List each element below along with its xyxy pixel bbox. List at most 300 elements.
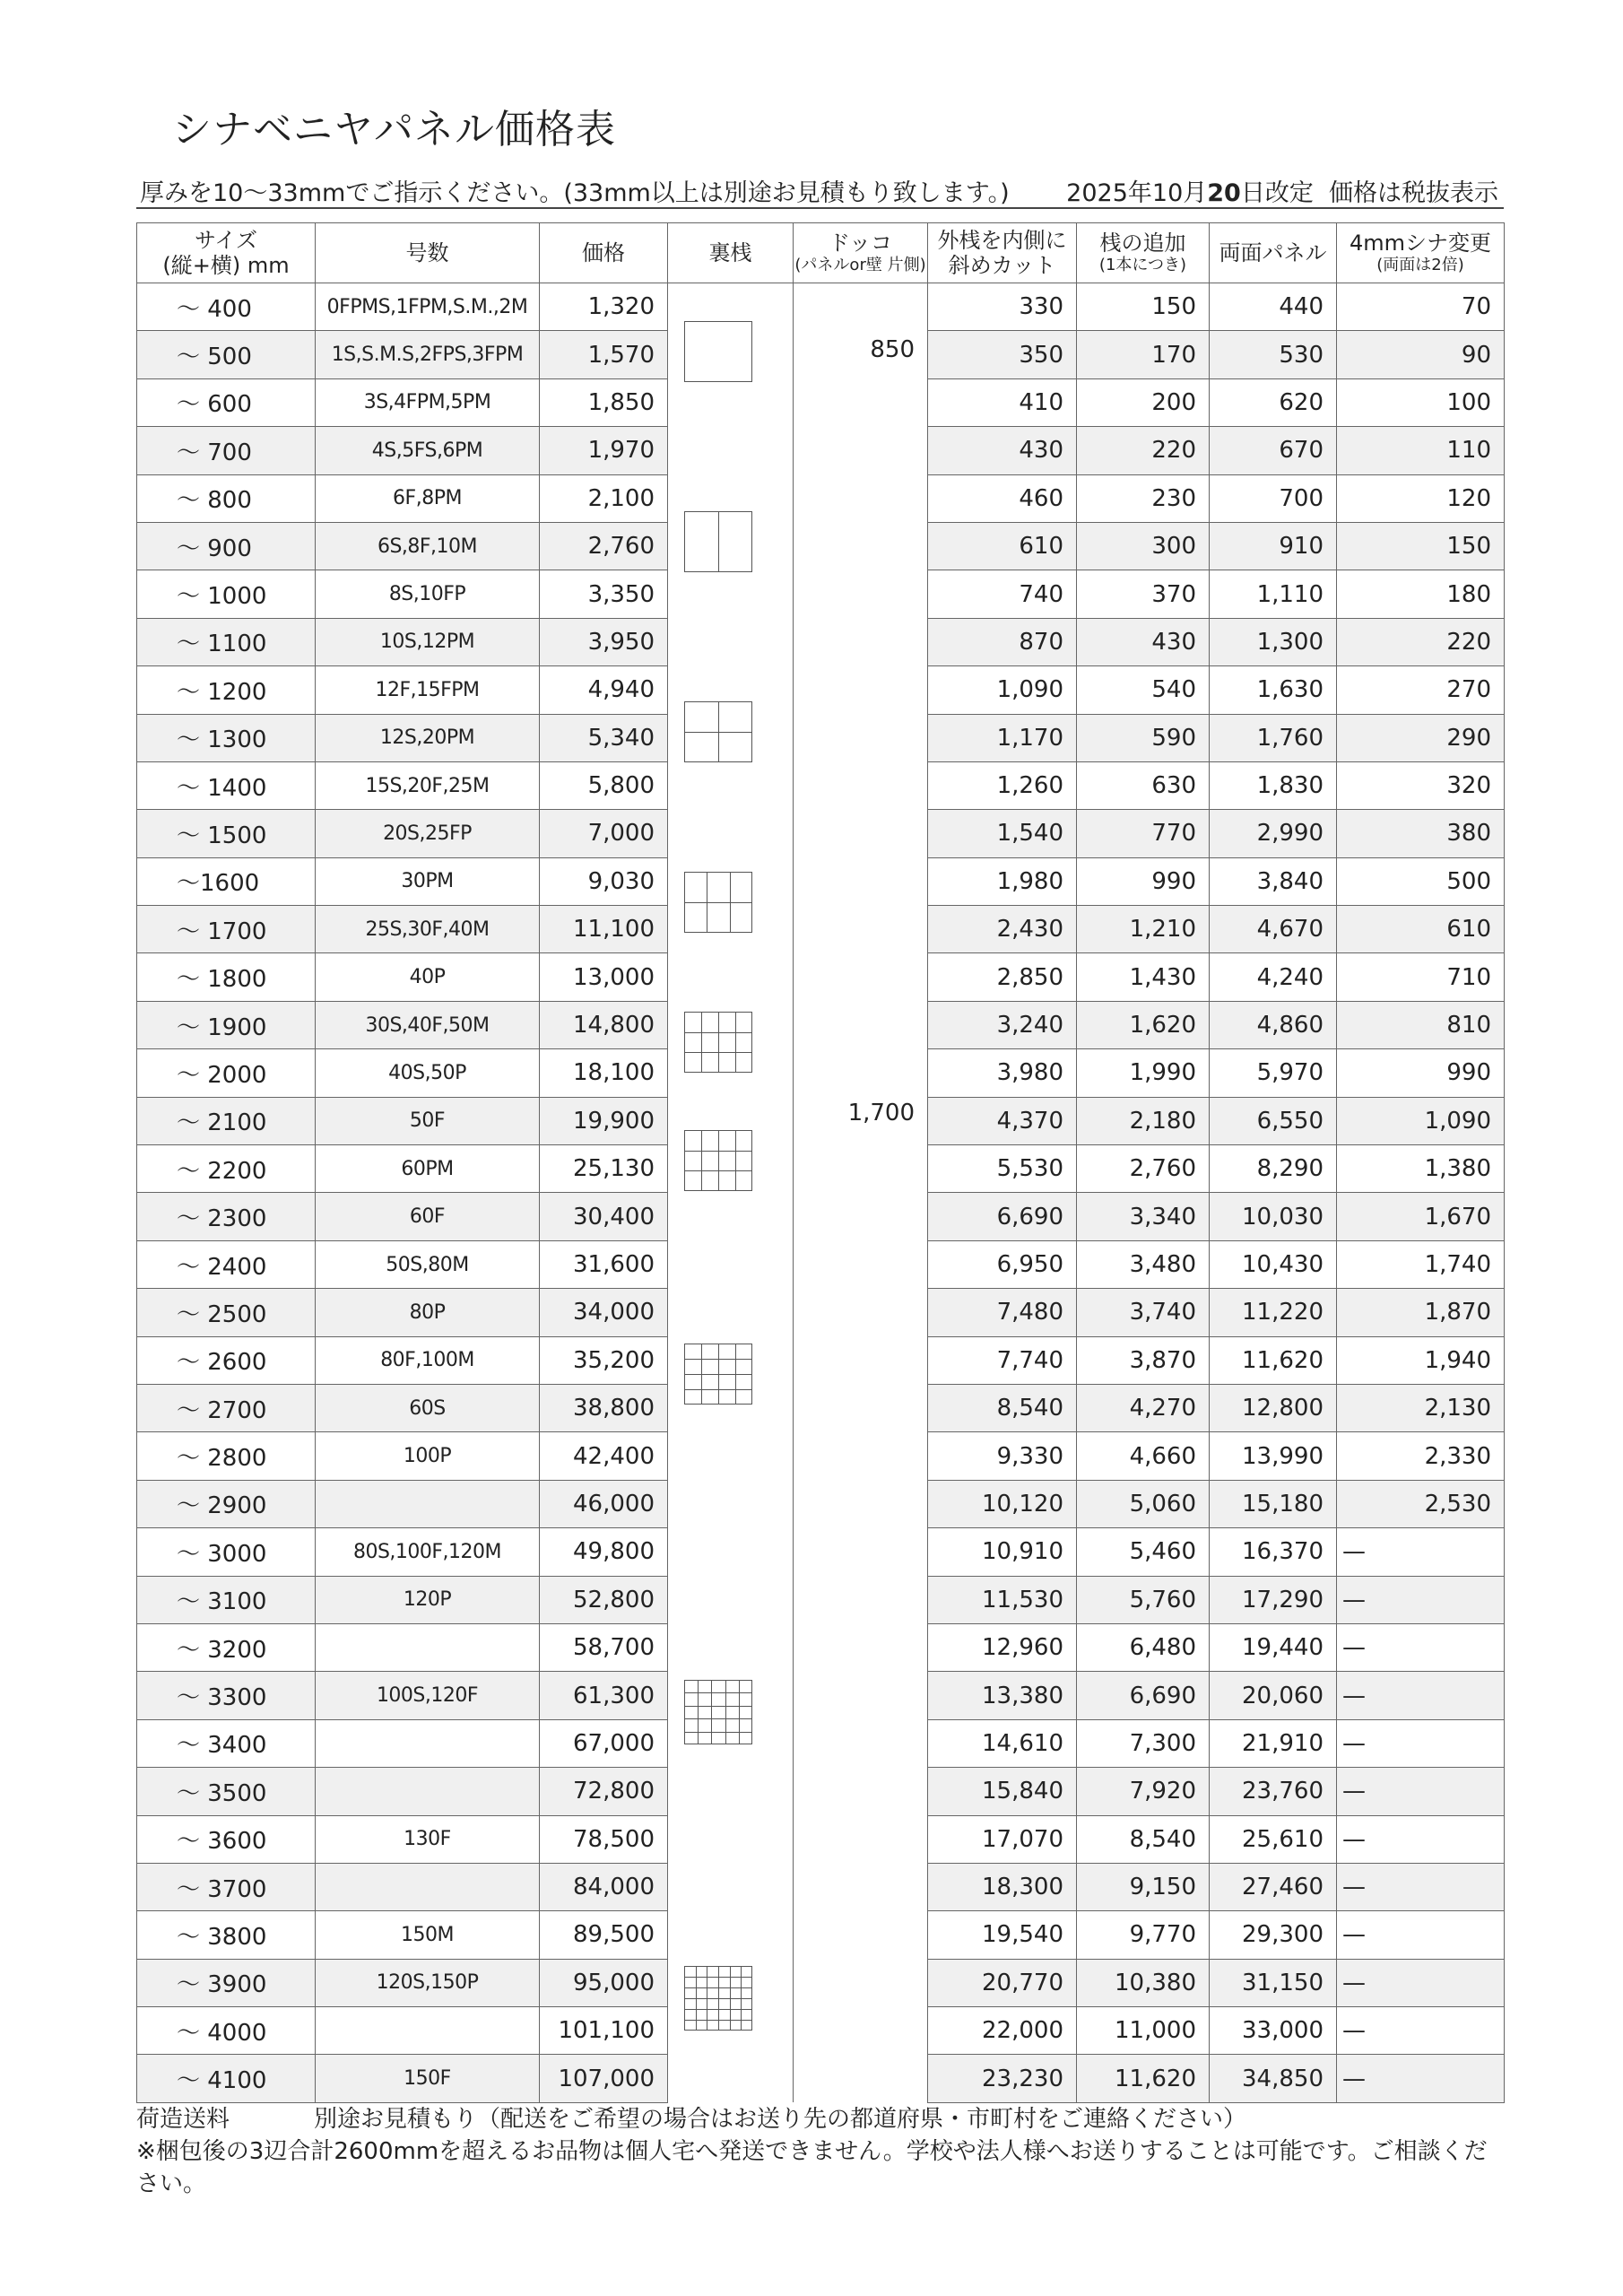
add-frame-cell: 590: [1077, 714, 1210, 761]
price-cell: 1,970: [540, 427, 668, 474]
header-size: サイズ (縦+横) mm: [137, 223, 316, 283]
dokko-cell: [794, 906, 928, 953]
price-cell: 101,100: [540, 2007, 668, 2055]
add-frame-cell: 7,300: [1077, 1719, 1210, 1767]
dokko-cell: [794, 761, 928, 809]
price-cell: 95,000: [540, 1959, 668, 2006]
size-cell: 〜 2800: [137, 1432, 316, 1480]
double-panel-cell: 19,440: [1210, 1623, 1337, 1671]
add-frame-cell: 6,480: [1077, 1623, 1210, 1671]
double-panel-cell: 4,240: [1210, 953, 1337, 1001]
add-frame-cell: 5,060: [1077, 1480, 1210, 1527]
bevel-cut-cell: 19,540: [928, 1911, 1077, 1959]
price-cell: 78,500: [540, 1815, 668, 1863]
shina4-cell: —: [1337, 1672, 1505, 1719]
double-panel-cell: 8,290: [1210, 1145, 1337, 1193]
table-row: [137, 1240, 1505, 1288]
add-frame-cell: 300: [1077, 522, 1210, 570]
bevel-cut-cell: 14,610: [928, 1719, 1077, 1767]
bevel-cut-cell: 1,260: [928, 761, 1077, 809]
back-frame-cell: [668, 378, 794, 426]
table-row: [137, 618, 1505, 665]
table-row: [137, 1719, 1505, 1767]
size-cell: 〜 1200: [137, 666, 316, 714]
size-cell: 〜 1700: [137, 906, 316, 953]
shina4-cell: 610: [1337, 906, 1505, 953]
size-cell: 〜 1500: [137, 810, 316, 857]
bevel-cut-cell: 2,430: [928, 906, 1077, 953]
double-panel-cell: 910: [1210, 522, 1337, 570]
dokko-cell: [794, 378, 928, 426]
frame-6x6-icon: [684, 1966, 752, 2031]
table-row: [137, 2055, 1505, 2102]
table-row: [137, 1672, 1505, 1719]
add-frame-cell: 1,990: [1077, 1049, 1210, 1097]
dokko-cell: [794, 1001, 928, 1048]
dokko-cell: [794, 1672, 928, 1719]
size-cell: 〜 2000: [137, 1049, 316, 1097]
dokko-cell: [794, 283, 928, 331]
revision-date-day: 20: [1207, 179, 1241, 207]
table-row: [137, 1528, 1505, 1576]
frame-1x1-icon: [684, 321, 752, 382]
frame-5x5-icon: [684, 1680, 752, 1744]
add-frame-cell: 11,620: [1077, 2055, 1210, 2102]
code-cell: 120S,150P: [316, 1959, 540, 2006]
shina4-cell: —: [1337, 1719, 1505, 1767]
bevel-cut-cell: 1,170: [928, 714, 1077, 761]
shina4-cell: 1,670: [1337, 1193, 1505, 1240]
frame-2x2-icon: [684, 701, 752, 762]
back-frame-cell: [668, 2055, 794, 2102]
size-cell: 〜 3700: [137, 1863, 316, 1910]
price-cell: 5,340: [540, 714, 668, 761]
price-table: [136, 222, 1505, 2103]
header-price: 価格: [540, 223, 668, 283]
dokko-cell: [794, 2007, 928, 2055]
table-row: [137, 1911, 1505, 1959]
double-panel-cell: 5,970: [1210, 1049, 1337, 1097]
double-panel-cell: 16,370: [1210, 1528, 1337, 1576]
bevel-cut-cell: 17,070: [928, 1815, 1077, 1863]
price-cell: 31,600: [540, 1240, 668, 1288]
add-frame-cell: 220: [1077, 427, 1210, 474]
header-add-frame: 桟の追加 (1本につき): [1077, 223, 1210, 283]
size-cell: 〜 400: [137, 283, 316, 331]
code-cell: [316, 1623, 540, 1671]
bevel-cut-cell: 22,000: [928, 2007, 1077, 2055]
dokko-cell: [794, 618, 928, 665]
code-cell: [316, 1719, 540, 1767]
code-cell: 60PM: [316, 1145, 540, 1193]
table-row: [137, 1480, 1505, 1527]
bevel-cut-cell: 10,120: [928, 1480, 1077, 1527]
table-row: [137, 1049, 1505, 1097]
frame-3x4-icon: [684, 1130, 752, 1191]
dokko-cell: [794, 1049, 928, 1097]
double-panel-cell: 1,300: [1210, 618, 1337, 665]
bevel-cut-cell: 740: [928, 570, 1077, 618]
double-panel-cell: 12,800: [1210, 1384, 1337, 1431]
size-cell: 〜 2300: [137, 1193, 316, 1240]
bevel-cut-cell: 13,380: [928, 1672, 1077, 1719]
double-panel-cell: 530: [1210, 331, 1337, 378]
size-cell: 〜 2700: [137, 1384, 316, 1431]
shina4-cell: —: [1337, 1623, 1505, 1671]
code-cell: 30PM: [316, 857, 540, 905]
code-cell: 100S,120F: [316, 1672, 540, 1719]
header-double-panel: 両面パネル: [1210, 223, 1337, 283]
add-frame-cell: 3,870: [1077, 1336, 1210, 1384]
back-frame-cell: [668, 1815, 794, 1863]
price-cell: 72,800: [540, 1768, 668, 1815]
size-cell: 〜 600: [137, 378, 316, 426]
bevel-cut-cell: 3,240: [928, 1001, 1077, 1048]
dokko-cell: [794, 953, 928, 1001]
shina4-cell: —: [1337, 1911, 1505, 1959]
double-panel-cell: 17,290: [1210, 1576, 1337, 1623]
size-cell: 〜 800: [137, 474, 316, 522]
dokko-cell: [794, 522, 928, 570]
size-cell: 〜 700: [137, 427, 316, 474]
price-cell: 35,200: [540, 1336, 668, 1384]
price-cell: 61,300: [540, 1672, 668, 1719]
bevel-cut-cell: 1,090: [928, 666, 1077, 714]
back-frame-cell: [668, 570, 794, 618]
price-cell: 1,850: [540, 378, 668, 426]
double-panel-cell: 440: [1210, 283, 1337, 331]
shina4-cell: 320: [1337, 761, 1505, 809]
add-frame-cell: 1,430: [1077, 953, 1210, 1001]
price-cell: 34,000: [540, 1289, 668, 1336]
bevel-cut-cell: 350: [928, 331, 1077, 378]
table-row: [137, 906, 1505, 953]
bevel-cut-cell: 430: [928, 427, 1077, 474]
code-cell: 100P: [316, 1432, 540, 1480]
add-frame-cell: 4,660: [1077, 1432, 1210, 1480]
bevel-cut-cell: 18,300: [928, 1863, 1077, 1910]
dokko-cell: [794, 2055, 928, 2102]
price-cell: 13,000: [540, 953, 668, 1001]
bevel-cut-cell: 6,690: [928, 1193, 1077, 1240]
shina4-cell: 1,090: [1337, 1097, 1505, 1144]
size-cell: 〜 3900: [137, 1959, 316, 2006]
bevel-cut-cell: 11,530: [928, 1576, 1077, 1623]
code-cell: 80S,100F,120M: [316, 1528, 540, 1576]
code-cell: 6S,8F,10M: [316, 522, 540, 570]
bevel-cut-cell: 7,480: [928, 1289, 1077, 1336]
table-row: [137, 1145, 1505, 1193]
shina4-cell: —: [1337, 1815, 1505, 1863]
add-frame-cell: 1,210: [1077, 906, 1210, 953]
add-frame-cell: 8,540: [1077, 1815, 1210, 1863]
revision-date-suffix: 日改定: [1240, 179, 1314, 207]
back-frame-cell: [668, 1432, 794, 1480]
table-row: [137, 283, 1505, 331]
frame-2x3-icon: [684, 872, 752, 933]
add-frame-cell: 5,760: [1077, 1576, 1210, 1623]
back-frame-cell: [668, 1289, 794, 1336]
add-frame-cell: 2,760: [1077, 1145, 1210, 1193]
back-frame-cell: [668, 761, 794, 809]
header-back-frame: 裏桟: [668, 223, 794, 283]
double-panel-cell: 4,860: [1210, 1001, 1337, 1048]
bevel-cut-cell: 10,910: [928, 1528, 1077, 1576]
code-cell: 3S,4FPM,5PM: [316, 378, 540, 426]
back-frame-cell: [668, 1480, 794, 1527]
price-cell: 25,130: [540, 1145, 668, 1193]
double-panel-cell: 13,990: [1210, 1432, 1337, 1480]
double-panel-cell: 33,000: [1210, 2007, 1337, 2055]
size-cell: 〜 3600: [137, 1815, 316, 1863]
frame-4x4-icon: [684, 1344, 752, 1405]
dokko-cell: [794, 427, 928, 474]
code-cell: [316, 1863, 540, 1910]
dokko-cell: [794, 1768, 928, 1815]
size-cell: 〜 2100: [137, 1097, 316, 1144]
dokko-cell: [794, 474, 928, 522]
code-cell: 10S,12PM: [316, 618, 540, 665]
dokko-cell: [794, 1193, 928, 1240]
add-frame-cell: 11,000: [1077, 2007, 1210, 2055]
double-panel-cell: 700: [1210, 474, 1337, 522]
tax-note: 価格は税抜表示: [1329, 179, 1498, 207]
shina4-cell: 90: [1337, 331, 1505, 378]
table-row: [137, 810, 1505, 857]
bevel-cut-cell: 15,840: [928, 1768, 1077, 1815]
code-cell: 50F: [316, 1097, 540, 1144]
table-row: [137, 570, 1505, 618]
price-cell: 11,100: [540, 906, 668, 953]
size-cell: 〜 1000: [137, 570, 316, 618]
back-frame-cell: [668, 618, 794, 665]
size-cell: 〜 3800: [137, 1911, 316, 1959]
size-cell: 〜 1800: [137, 953, 316, 1001]
shina4-cell: 150: [1337, 522, 1505, 570]
code-cell: 25S,30F,40M: [316, 906, 540, 953]
size-cell: 〜 3100: [137, 1576, 316, 1623]
code-cell: 40P: [316, 953, 540, 1001]
size-cell: 〜 2500: [137, 1289, 316, 1336]
double-panel-cell: 3,840: [1210, 857, 1337, 905]
bevel-cut-cell: 20,770: [928, 1959, 1077, 2006]
table-row: [137, 1815, 1505, 1863]
back-frame-cell: [668, 1768, 794, 1815]
add-frame-cell: 170: [1077, 331, 1210, 378]
add-frame-cell: 630: [1077, 761, 1210, 809]
dokko-cell: [794, 857, 928, 905]
shipping-line: [136, 2103, 1246, 2135]
shina4-cell: 500: [1337, 857, 1505, 905]
add-frame-cell: 6,690: [1077, 1672, 1210, 1719]
back-frame-cell: [668, 427, 794, 474]
add-frame-cell: 2,180: [1077, 1097, 1210, 1144]
price-cell: 4,940: [540, 666, 668, 714]
add-frame-cell: 200: [1077, 378, 1210, 426]
double-panel-cell: 11,220: [1210, 1289, 1337, 1336]
frame-3x4-icon: [684, 1012, 752, 1073]
add-frame-cell: 9,770: [1077, 1911, 1210, 1959]
shina4-cell: —: [1337, 1768, 1505, 1815]
bevel-cut-cell: 460: [928, 474, 1077, 522]
table-row: [137, 761, 1505, 809]
add-frame-cell: 150: [1077, 283, 1210, 331]
table-row: [137, 1959, 1505, 2006]
dokko-cell: [794, 1480, 928, 1527]
table-row: [137, 1576, 1505, 1623]
add-frame-cell: 990: [1077, 857, 1210, 905]
shina4-cell: 270: [1337, 666, 1505, 714]
shina4-cell: 1,380: [1337, 1145, 1505, 1193]
double-panel-cell: 27,460: [1210, 1863, 1337, 1910]
shina4-cell: —: [1337, 1959, 1505, 2006]
add-frame-cell: 770: [1077, 810, 1210, 857]
dokko-cell: [794, 810, 928, 857]
shina4-cell: 110: [1337, 427, 1505, 474]
page-title: シナベニヤパネル価格表: [172, 107, 616, 152]
size-cell: 〜 3000: [137, 1528, 316, 1576]
price-cell: 107,000: [540, 2055, 668, 2102]
code-cell: 40S,50P: [316, 1049, 540, 1097]
back-frame-cell: [668, 1528, 794, 1576]
code-cell: 20S,25FP: [316, 810, 540, 857]
shina4-cell: —: [1337, 1528, 1505, 1576]
double-panel-cell: 10,430: [1210, 1240, 1337, 1288]
bevel-cut-cell: 4,370: [928, 1097, 1077, 1144]
bevel-cut-cell: 3,980: [928, 1049, 1077, 1097]
double-panel-cell: 23,760: [1210, 1768, 1337, 1815]
price-cell: 67,000: [540, 1719, 668, 1767]
size-cell: 〜 1900: [137, 1001, 316, 1048]
bevel-cut-cell: 9,330: [928, 1432, 1077, 1480]
shina4-cell: 120: [1337, 474, 1505, 522]
add-frame-cell: 370: [1077, 570, 1210, 618]
code-cell: 60F: [316, 1193, 540, 1240]
bevel-cut-cell: 2,850: [928, 953, 1077, 1001]
add-frame-cell: 4,270: [1077, 1384, 1210, 1431]
size-cell: 〜 3300: [137, 1672, 316, 1719]
dokko-cell: [794, 570, 928, 618]
code-cell: 150M: [316, 1911, 540, 1959]
code-cell: 120P: [316, 1576, 540, 1623]
dokko-cell: [794, 1959, 928, 2006]
price-cell: 49,800: [540, 1528, 668, 1576]
table-row: [137, 522, 1505, 570]
dokko-cell: [794, 1911, 928, 1959]
dokko-cell: [794, 1863, 928, 1910]
add-frame-cell: 3,340: [1077, 1193, 1210, 1240]
code-cell: 12F,15FPM: [316, 666, 540, 714]
dokko-cell: [794, 1289, 928, 1336]
shina4-cell: 810: [1337, 1001, 1505, 1048]
back-frame-cell: [668, 953, 794, 1001]
dokko-cell: [794, 1145, 928, 1193]
code-cell: 1S,S.M.S,2FPS,3FPM: [316, 331, 540, 378]
table-row: [137, 953, 1505, 1001]
dokko-cell: [794, 1240, 928, 1288]
code-cell: 8S,10FP: [316, 570, 540, 618]
shina4-cell: 180: [1337, 570, 1505, 618]
price-cell: 2,100: [540, 474, 668, 522]
shina4-cell: 2,130: [1337, 1384, 1505, 1431]
table-row: [137, 1001, 1505, 1048]
dokko-cell: [794, 1623, 928, 1671]
size-cell: 〜 3500: [137, 1768, 316, 1815]
shina4-cell: 710: [1337, 953, 1505, 1001]
add-frame-cell: 5,460: [1077, 1528, 1210, 1576]
dokko-cell: [794, 1815, 928, 1863]
dokko-value-small: 850: [870, 336, 915, 363]
table-row: [137, 1384, 1505, 1431]
shipping-label: 荷造送料: [136, 2106, 230, 2133]
double-panel-cell: 34,850: [1210, 2055, 1337, 2102]
add-frame-cell: 10,380: [1077, 1959, 1210, 2006]
price-cell: 14,800: [540, 1001, 668, 1048]
code-cell: 15S,20F,25M: [316, 761, 540, 809]
bevel-cut-cell: 330: [928, 283, 1077, 331]
code-cell: 80P: [316, 1289, 540, 1336]
bevel-cut-cell: 410: [928, 378, 1077, 426]
size-cell: 〜 2600: [137, 1336, 316, 1384]
table-row: [137, 666, 1505, 714]
price-cell: 46,000: [540, 1480, 668, 1527]
shina4-cell: 70: [1337, 283, 1505, 331]
price-cell: 9,030: [540, 857, 668, 905]
shina4-cell: 100: [1337, 378, 1505, 426]
code-cell: 6F,8PM: [316, 474, 540, 522]
bevel-cut-cell: 610: [928, 522, 1077, 570]
shina4-cell: 1,940: [1337, 1336, 1505, 1384]
size-cell: 〜 1100: [137, 618, 316, 665]
table-row: [137, 857, 1505, 905]
code-cell: 150F: [316, 2055, 540, 2102]
shina4-cell: —: [1337, 1863, 1505, 1910]
double-panel-cell: 4,670: [1210, 906, 1337, 953]
back-frame-cell: [668, 1623, 794, 1671]
dokko-cell: [794, 1336, 928, 1384]
back-frame-cell: [668, 1240, 794, 1288]
table-row: [137, 1863, 1505, 1910]
double-panel-cell: 6,550: [1210, 1097, 1337, 1144]
table-row: [137, 427, 1505, 474]
bevel-cut-cell: 870: [928, 618, 1077, 665]
shina4-cell: —: [1337, 2007, 1505, 2055]
shina4-cell: 1,740: [1337, 1240, 1505, 1288]
shina4-cell: —: [1337, 1576, 1505, 1623]
price-cell: 58,700: [540, 1623, 668, 1671]
price-cell: 30,400: [540, 1193, 668, 1240]
shipping-note: ※梱包後の3辺合計2600mmを超えるお品物は個人宅へ発送できません。学校や法人様へお送りすることは可能です。ご相談ください。: [136, 2138, 1488, 2197]
size-cell: 〜 3400: [137, 1719, 316, 1767]
size-cell: 〜 2400: [137, 1240, 316, 1288]
price-cell: 42,400: [540, 1432, 668, 1480]
back-frame-cell: [668, 1576, 794, 1623]
double-panel-cell: 11,620: [1210, 1336, 1337, 1384]
size-cell: 〜 1400: [137, 761, 316, 809]
back-frame-cell: [668, 1193, 794, 1240]
size-cell: 〜 4100: [137, 2055, 316, 2102]
add-frame-cell: 230: [1077, 474, 1210, 522]
back-frame-cell: [668, 1863, 794, 1910]
dokko-value-large: 1,700: [847, 1100, 915, 1126]
size-cell: 〜1600: [137, 857, 316, 905]
bevel-cut-cell: 23,230: [928, 2055, 1077, 2102]
bevel-cut-cell: 8,540: [928, 1384, 1077, 1431]
bevel-cut-cell: 6,950: [928, 1240, 1077, 1288]
double-panel-cell: 25,610: [1210, 1815, 1337, 1863]
bevel-cut-cell: 5,530: [928, 1145, 1077, 1193]
double-panel-cell: 31,150: [1210, 1959, 1337, 2006]
